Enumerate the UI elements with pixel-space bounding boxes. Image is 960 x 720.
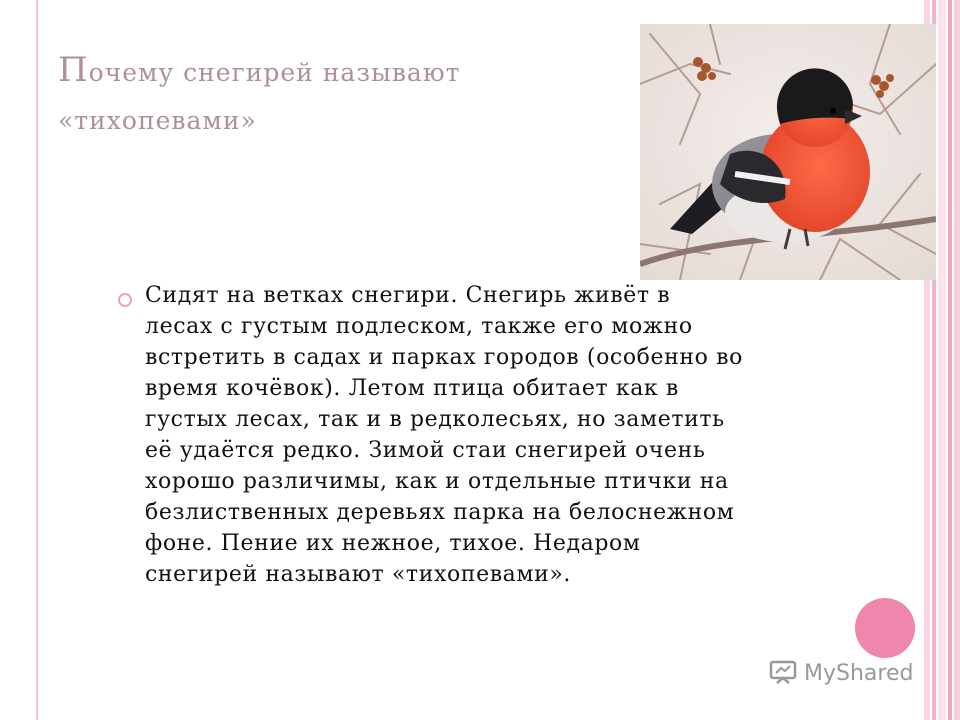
pink-circle-decoration xyxy=(855,598,915,658)
title-line-1-rest: очему снегирей называют xyxy=(88,58,461,87)
watermark xyxy=(768,655,913,691)
title-line-2: «тихопевами» xyxy=(58,106,257,135)
bullet-marker xyxy=(118,293,132,307)
title-line-1 xyxy=(58,46,658,97)
title-initial: П xyxy=(58,50,89,90)
body-text: Сидят на ветках снегири. Снегирь живёт в лесах с густым подлеском, также его можно встретить в садах и парках городов (особенно во время кочёвок). Летом птица обитает как в густых лесах, так и в редколесьях, но заметить её удаётся редко. Зимой стаи снегирей очень хорошо различимы, как и отдельные птички на безлиственных деревьях парка на белоснежном фоне. Пение их нежное, тихое. Недаром снегирей называют «тихопевами». xyxy=(145,283,743,587)
stripe xyxy=(954,0,960,720)
left-border-line xyxy=(36,0,38,720)
watermark-text: MyShared xyxy=(804,660,914,686)
slide-title xyxy=(58,46,658,145)
presentation-icon xyxy=(768,659,798,687)
bullfinch-photo xyxy=(640,24,936,280)
stripe xyxy=(948,0,952,720)
stripe xyxy=(938,0,946,720)
